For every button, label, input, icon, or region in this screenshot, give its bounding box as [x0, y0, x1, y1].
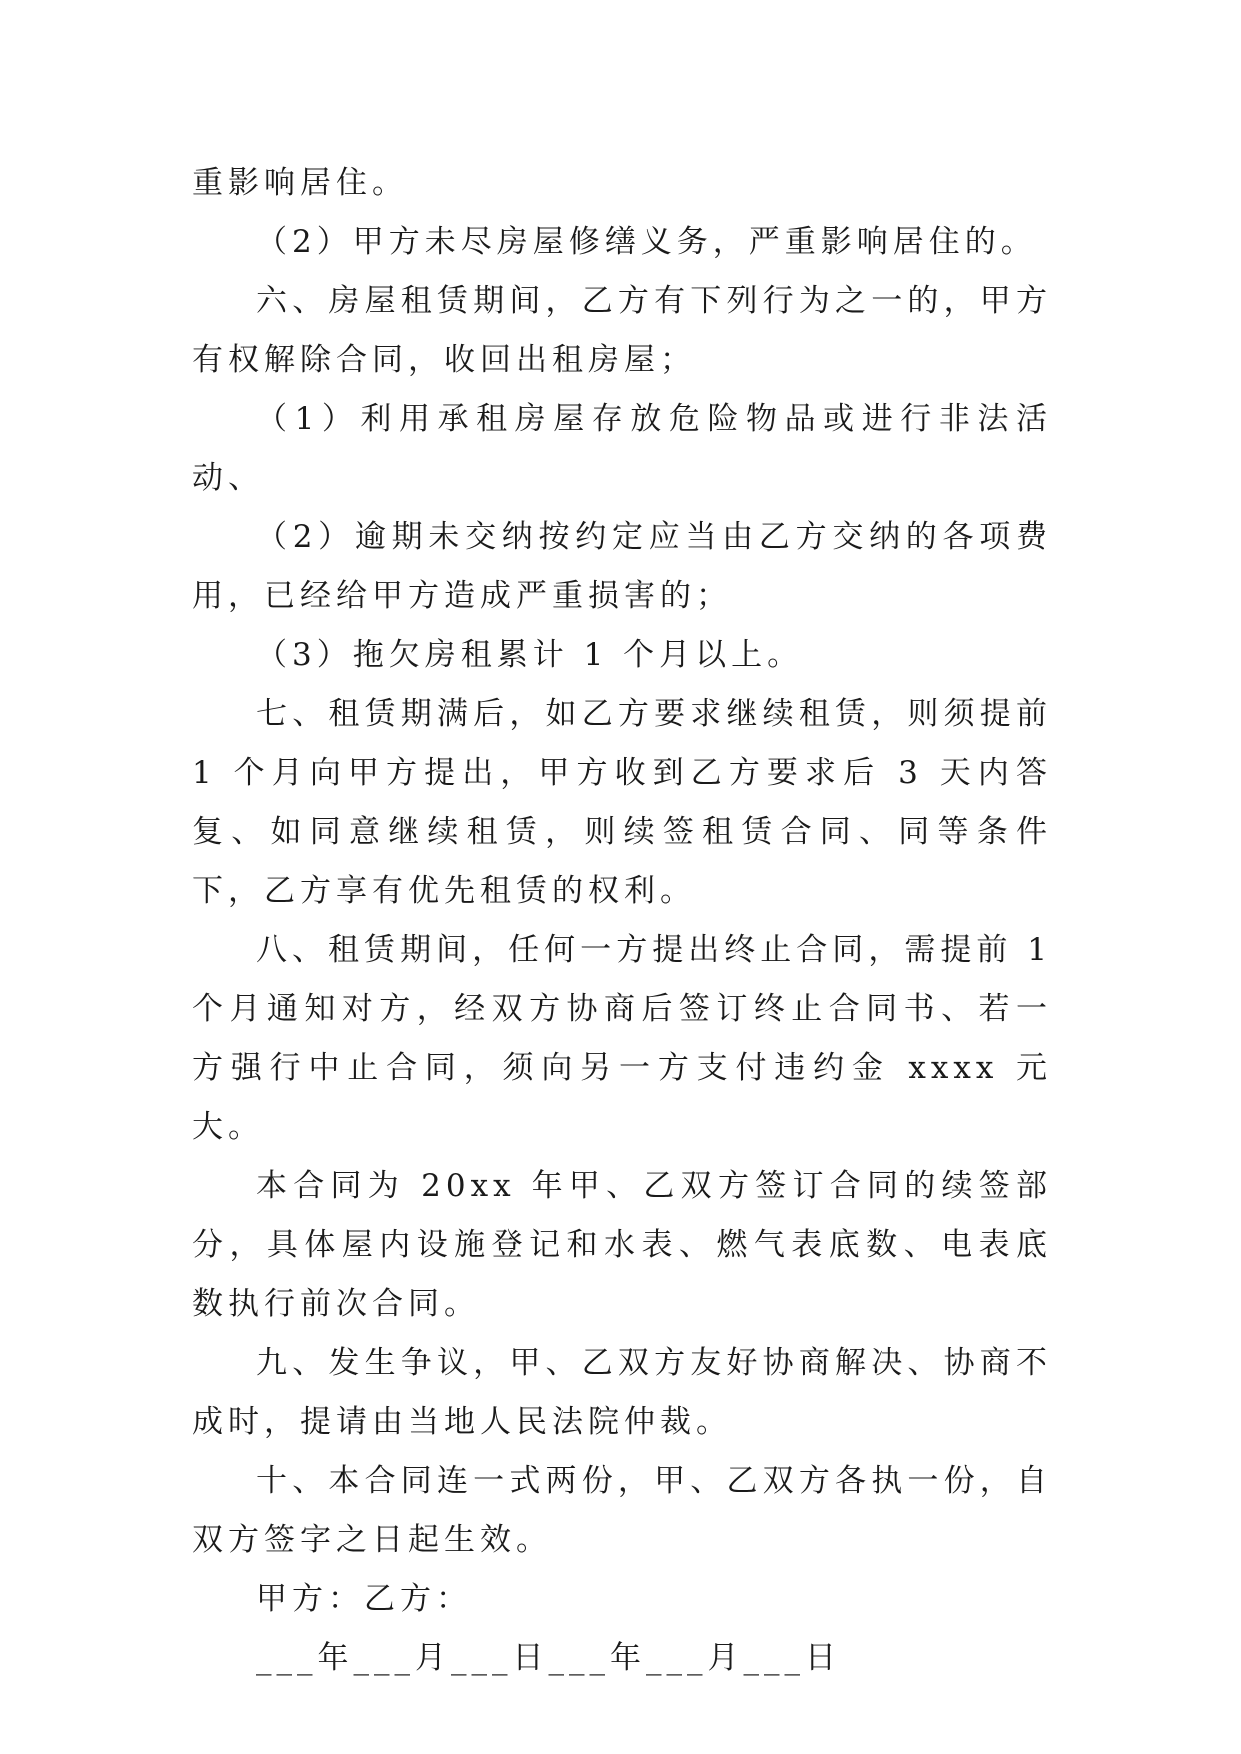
paragraph-continuation: 重影响居住。 — [192, 165, 408, 201]
clause-6: 六、房屋租赁期间，乙方有下列行为之一的，甲方有权解除合同，收回出租房屋； — [192, 283, 1052, 378]
signature-dates: ___年___月___日___年___月___日 — [256, 1640, 841, 1676]
contract-body — [192, 154, 1052, 1688]
clause-8: 八、租赁期间，任何一方提出终止合同，需提前 1 个月通知对方，经双方协商后签订终止合同书、若一方强行中止合同，须向另一方支付违约金 xxxx 元大。 — [192, 932, 1052, 1145]
signature-parties: 甲方：乙方： — [256, 1581, 472, 1617]
clause-5-item-2: （2）甲方未尽房屋修缮义务，严重影响居住的。 — [256, 224, 1037, 260]
clause-9: 九、发生争议，甲、乙双方友好协商解决、协商不成时，提请由当地人民法院仲裁。 — [192, 1345, 1052, 1440]
clause-10: 十、本合同连一式两份，甲、乙双方各执一份，自双方签字之日起生效。 — [192, 1463, 1052, 1558]
renewal-note: 本合同为 20xx 年甲、乙双方签订合同的续签部分，具体屋内设施登记和水表、燃气表底数、电表底数执行前次合同。 — [192, 1168, 1052, 1322]
clause-6-item-2: （2）逾期未交纳按约定应当由乙方交纳的各项费用，已经给甲方造成严重损害的； — [192, 519, 1052, 614]
clause-6-item-3: （3）拖欠房租累计 1 个月以上。 — [256, 637, 804, 673]
clause-6-item-1: （1）利用承租房屋存放危险物品或进行非法活动、 — [192, 401, 1052, 496]
clause-7: 七、租赁期满后，如乙方要求继续租赁，则须提前 1 个月向甲方提出，甲方收到乙方要求后 3 天内答复、如同意继续租赁，则续签租赁合同、同等条件下，乙方享有优先租赁的权利。 — [192, 696, 1052, 909]
